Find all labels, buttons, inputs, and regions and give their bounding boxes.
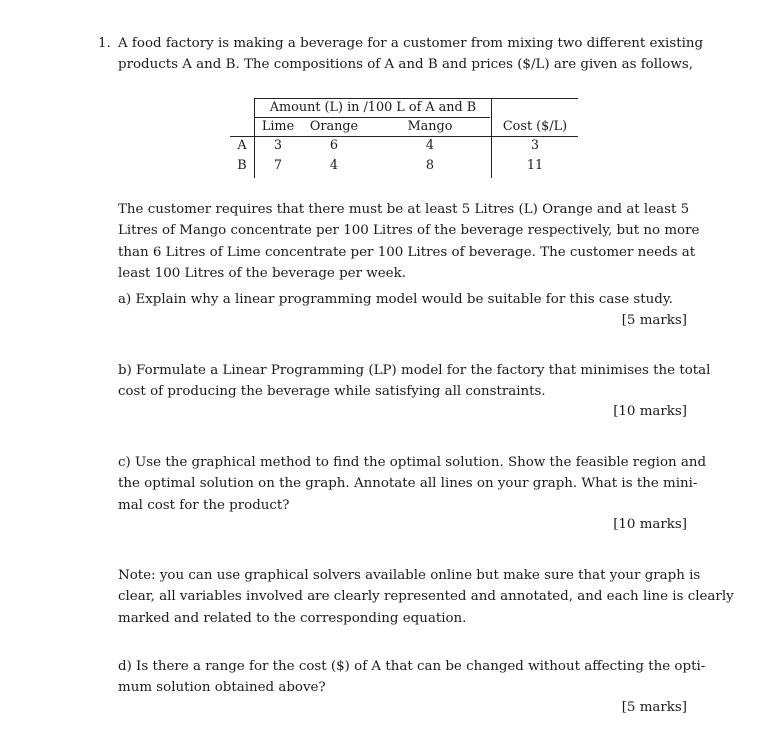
group-header: Amount (L) in /100 L of A and B bbox=[269, 100, 477, 115]
cell-a-cost: 3 bbox=[530, 138, 540, 153]
requirements-line: Litres of Mango concentrate per 100 Litres of the beverage respectively, but no more bbox=[118, 223, 700, 239]
question-number: 1. bbox=[98, 36, 111, 51]
part-b-line: b) Formulate a Linear Programming (LP) model for the factory that minimises the total bbox=[118, 363, 711, 378]
note-line: Note: you can use graphical solvers available online but make sure that your graph is bbox=[118, 568, 701, 583]
cell-b-lime: 7 bbox=[273, 158, 283, 173]
intro-line: A food factory is making a beverage for a customer from mixing two different existing bbox=[118, 36, 704, 51]
part-c-line: c) Use the graphical method to find the optimal solution. Show the feasible region and bbox=[118, 455, 707, 470]
cell-b-orange: 4 bbox=[329, 158, 339, 173]
requirements-line: least 100 Litres of the beverage per week. bbox=[118, 265, 406, 281]
table-group-rule bbox=[254, 117, 490, 118]
requirements-line: than 6 Litres of Lime concentrate per 100 Litres of beverage. The customer needs at bbox=[118, 244, 696, 260]
cell-a-orange: 6 bbox=[329, 138, 339, 153]
requirements-paragraph bbox=[118, 199, 700, 284]
part-c-text bbox=[118, 452, 707, 516]
part-c-marks: [10 marks] bbox=[613, 517, 687, 532]
note-text bbox=[118, 565, 734, 629]
part-b-marks: [10 marks] bbox=[613, 404, 687, 419]
part-b-line: cost of producing the beverage while satisfying all constraints. bbox=[118, 384, 546, 400]
part-b-text bbox=[118, 360, 711, 403]
column-header-lime: Lime bbox=[261, 119, 295, 134]
part-c-line: the optimal solution on the graph. Annotate all lines on your graph. What is the mini- bbox=[118, 476, 698, 492]
part-c-line: mal cost for the product? bbox=[118, 497, 290, 513]
part-d-text bbox=[118, 656, 706, 699]
question-intro bbox=[118, 33, 704, 76]
composition-table bbox=[230, 98, 578, 178]
cell-b-cost: 11 bbox=[526, 158, 544, 173]
intro-line: products A and B. The compositions of A and B and prices ($/L) are given as follows, bbox=[118, 57, 693, 73]
table-top-rule bbox=[254, 98, 578, 99]
column-header-mango: Mango bbox=[407, 119, 453, 134]
row-label-b: B bbox=[237, 158, 247, 173]
cell-b-mango: 8 bbox=[425, 158, 435, 173]
column-header-orange: Orange bbox=[309, 119, 359, 134]
cell-a-lime: 3 bbox=[273, 138, 283, 153]
part-d-marks: [5 marks] bbox=[621, 700, 687, 715]
requirements-line: The customer requires that there must be at least 5 Litres (L) Orange and at least 5 bbox=[118, 202, 690, 217]
part-d-line: mum solution obtained above? bbox=[118, 680, 326, 696]
table-header-rule bbox=[230, 136, 578, 137]
part-a-text bbox=[118, 289, 690, 310]
note-line: clear, all variables involved are clearly represented and annotated, and each line is clearly bbox=[118, 589, 734, 605]
part-a-marks: [5 marks] bbox=[621, 313, 687, 328]
part-a-line: a) Explain why a linear programming model would be suitable for this case study. bbox=[118, 292, 673, 307]
cost-header: Cost ($/L) bbox=[502, 119, 568, 134]
note-line: marked and related to the corresponding equation. bbox=[118, 610, 467, 626]
row-label-a: A bbox=[237, 138, 247, 153]
cell-a-mango: 4 bbox=[425, 138, 435, 153]
part-d-line: d) Is there a range for the cost ($) of A that can be changed without affecting the opti- bbox=[118, 659, 706, 674]
